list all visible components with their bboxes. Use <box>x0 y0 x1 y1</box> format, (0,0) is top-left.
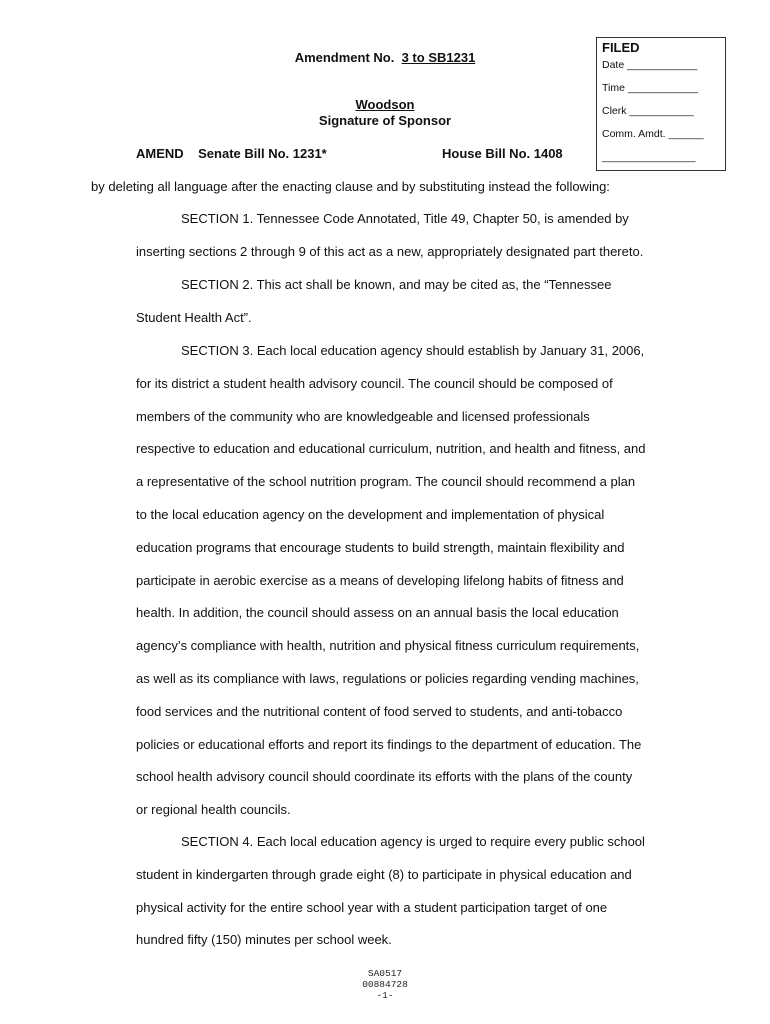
amendment-prefix: Amendment No. <box>294 50 395 65</box>
senate-bill-line <box>136 146 327 161</box>
amendment-number: 3 to SB1231 <box>401 50 476 65</box>
section-line: for its district a student health advisory council. The council should be composed of <box>136 375 613 391</box>
section-line: respective to education and educational curriculum, nutrition, and health and fitness, and <box>136 441 646 457</box>
filed-blank-row: ________________ <box>602 151 696 163</box>
filed-time-row: Time ____________ <box>602 82 698 94</box>
intro-text: by deleting all language after the enacting clause and by substituting instead the following: <box>91 179 610 194</box>
section-line: SECTION 1. Tennessee Code Annotated, Title 49, Chapter 50, is amended by <box>181 211 629 226</box>
page-number: -1- <box>376 990 394 1001</box>
sponsor-caption: Signature of Sponsor <box>318 113 452 128</box>
sponsor-name: Woodson <box>355 97 415 112</box>
section-2 <box>136 269 696 335</box>
sponsor-block <box>250 97 520 129</box>
senate-bill-number: Senate Bill No. 1231* <box>198 146 327 161</box>
filed-date-row: Date ____________ <box>602 59 698 71</box>
house-bill-number: House Bill No. 1408 <box>442 146 563 161</box>
amendment-title <box>220 50 550 65</box>
section-line: a representative of the school nutrition program. The council should recommend a plan <box>136 474 636 490</box>
footer-code-1: SA0517 <box>367 968 403 979</box>
filed-comm-amdt-row: Comm. Amdt. ______ <box>602 128 704 140</box>
section-line: education programs that encourage students to build strength, maintain flexibility and <box>136 539 625 555</box>
section-line: policies or educational efforts and report its findings to the department of education. The <box>136 736 642 752</box>
section-line: health. In addition, the council should assess on an annual basis the local education <box>136 605 619 621</box>
section-line: to the local education agency on the development and implementation of physical <box>136 506 605 522</box>
filed-box <box>596 37 726 171</box>
section-line: agency’s compliance with health, nutrition and physical fitness curriculum requirements, <box>136 638 640 654</box>
section-line: as well as its compliance with laws, regulations or policies regarding vending machines, <box>136 670 639 686</box>
section-line: student in kindergarten through grade eight (8) to participate in physical education and <box>136 866 632 882</box>
footer-code-2: 00884728 <box>362 979 408 990</box>
section-line: school health advisory council should coordinate its efforts with the plans of the county <box>136 769 633 785</box>
section-line: hundred fifty (150) minutes per school week. <box>136 932 392 948</box>
section-line: physical activity for the entire school year with a student participation target of one <box>136 899 608 915</box>
section-line: inserting sections 2 through 9 of this act as a new, appropriately designated part thereto. <box>136 243 644 259</box>
section-line: or regional health councils. <box>136 802 291 818</box>
section-line: SECTION 3. Each local education agency should establish by January 31, 2006, <box>181 343 645 358</box>
amend-label: AMEND <box>136 146 184 161</box>
section-line: food services and the nutritional content of food served to students, and anti-tobacco <box>136 703 623 719</box>
section-line: Student Health Act”. <box>136 309 252 325</box>
page-footer <box>300 968 470 1001</box>
section-line: participate in aerobic exercise as a means of developing lifelong habits of fitness and <box>136 572 624 588</box>
section-line: members of the community who are knowledgeable and licensed professionals <box>136 408 590 424</box>
section-1 <box>136 203 696 269</box>
section-line: SECTION 2. This act shall be known, and may be cited as, the “Tennessee <box>181 277 612 292</box>
section-3 <box>136 335 696 827</box>
filed-clerk-row: Clerk ___________ <box>602 105 694 117</box>
section-4 <box>136 826 696 957</box>
filed-title: FILED <box>602 40 640 55</box>
section-line: SECTION 4. Each local education agency is urged to require every public school <box>181 834 645 849</box>
